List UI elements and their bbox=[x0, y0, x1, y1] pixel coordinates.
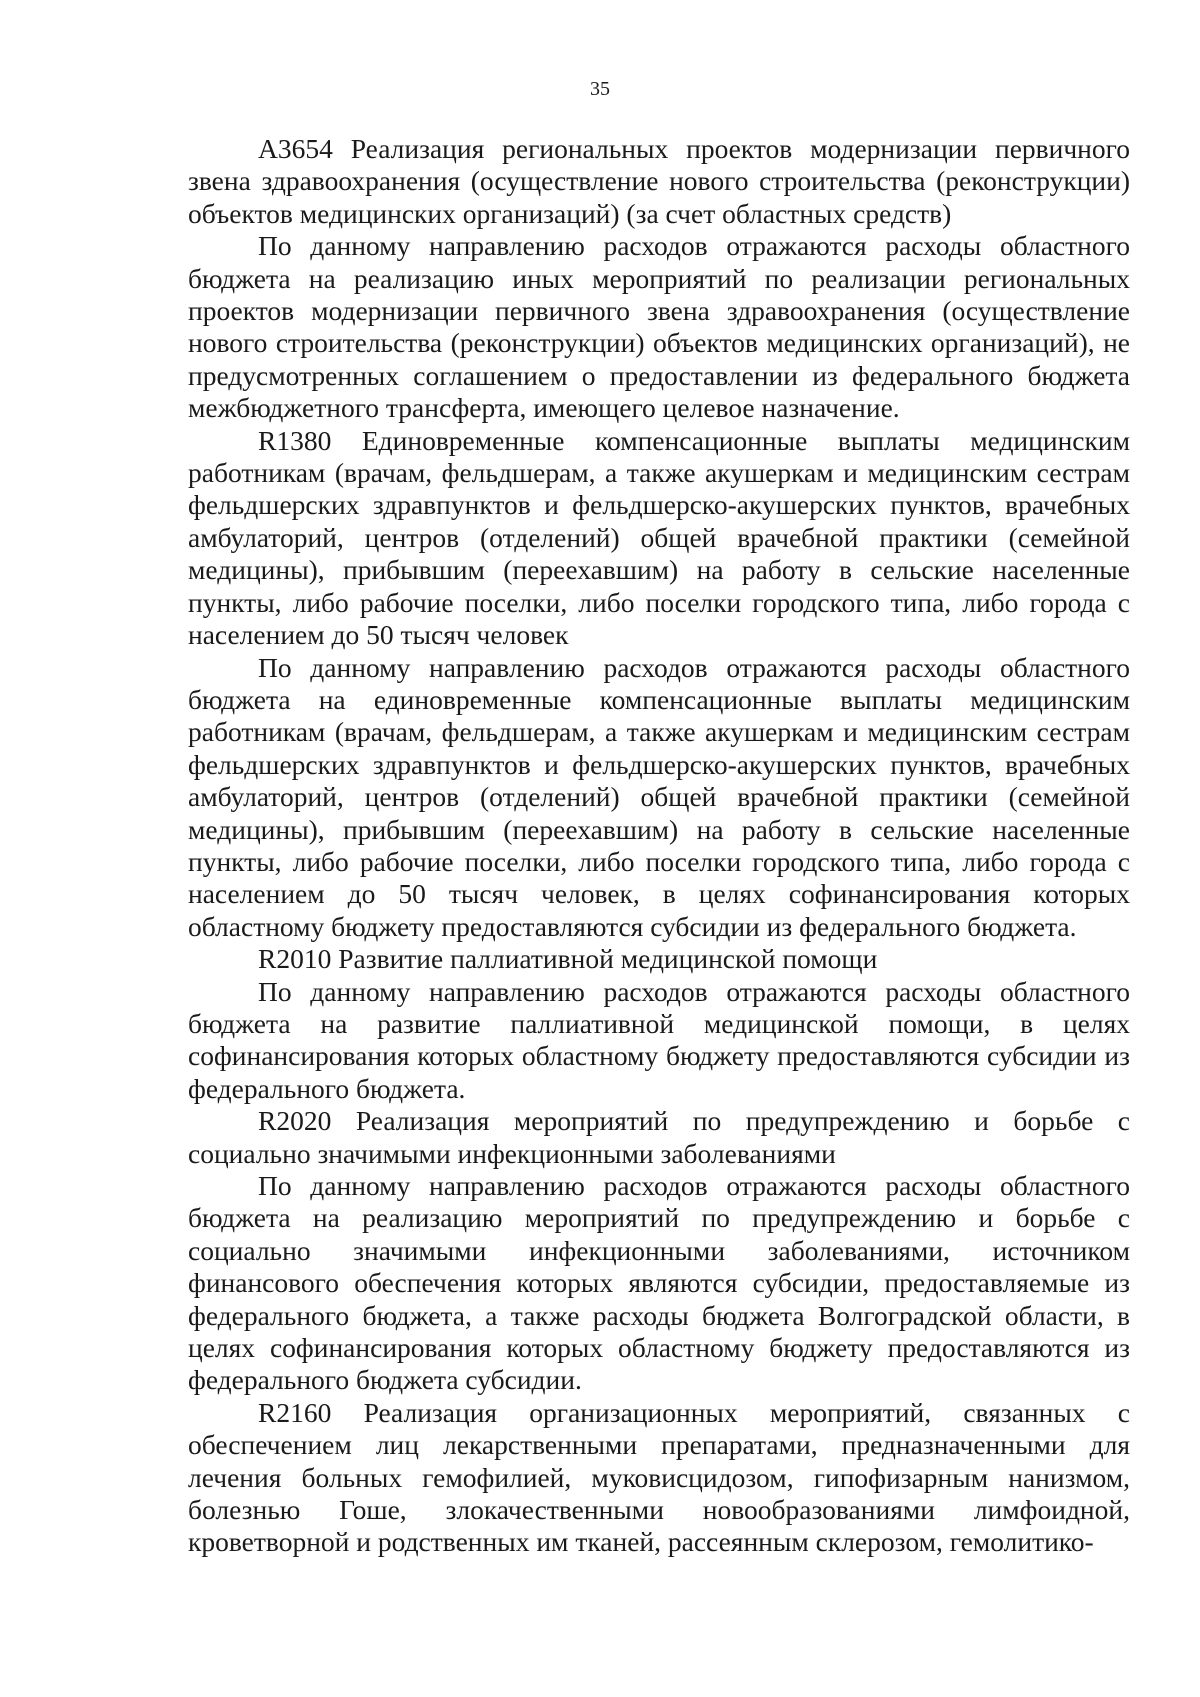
paragraph-r2020-description: По данному направлению расходов отражаются расходы областного бюджета на реализацию мероприятий по предупреждению и борьбе с социально значимыми инфекционными заболеваниями, источником финансового обеспечения которых являются субсидии, предоставляемые из федерального бюджета, а также расходы бюджета Волгоградской области, в целях софинансирования которых областному бюджету предоставляются из федерального бюджета субсидии. bbox=[188, 1170, 1130, 1396]
paragraph-r2160-heading: R2160 Реализация организационных мероприятий, связанных с обеспечением лиц лекарственными препаратами, предназначенными для лечения больных гемофилией, муковисцидозом, гипофизарным нанизмом, болезнью Гоше, злокачественными новообразованиями лимфоидной, кроветворной и родственных им тканей, рассеянным склерозом, гемолитико- bbox=[188, 1396, 1130, 1558]
paragraph-a3654-heading: А3654 Реализация региональных проектов модернизации первичного звена здравоохранения (осуществление нового строительства (реконструкции) объектов медицинских организаций) (за счет областных средств) bbox=[188, 133, 1130, 229]
paragraph-r2010-heading: R2010 Развитие паллиативной медицинской помощи bbox=[258, 943, 878, 975]
paragraph-r1380-heading: R1380 Единовременные компенсационные выплаты медицинским работникам (врачам, фельдшерам, а также акушеркам и медицинским сестрам фельдшерских здравпунктов и фельдшерско-акушерских пунктов, врачебных амбулаторий, центров (отделений) общей врачебной практики (семейной медицины), прибывшим (переехавшим) на работу в сельские населенные пункты, либо рабочие поселки, либо поселки городского типа, либо города с населением до 50 тысяч человек bbox=[188, 424, 1130, 651]
page-number: 35 bbox=[590, 78, 610, 100]
paragraph-r2010-description: По данному направлению расходов отражаются расходы областного бюджета на развитие паллиативной медицинской помощи, в целях софинансирования которых областному бюджету предоставляются субсидии из федерального бюджета. bbox=[188, 975, 1130, 1104]
paragraph-r2020-heading: R2020 Реализация мероприятий по предупреждению и борьбе с социально значимыми инфекционными заболеваниями bbox=[188, 1105, 1130, 1169]
paragraph-a3654-description: По данному направлению расходов отражаются расходы областного бюджета на реализацию иных мероприятий по реализации региональных проектов модернизации первичного звена здравоохранения (осуществление нового строительства (реконструкции) объектов медицинских организаций), не предусмотренных соглашением о предоставлении из федерального бюджета межбюджетного трансферта, имеющего целевое назначение. bbox=[188, 230, 1130, 424]
paragraph-r1380-description: По данному направлению расходов отражаются расходы областного бюджета на единовременные компенсационные выплаты медицинским работникам (врачам, фельдшерам, а также акушеркам и медицинским сестрам фельдшерских здравпунктов и фельдшерско-акушерских пунктов, врачебных амбулаторий, центров (отделений) общей врачебной практики (семейной медицины), прибывшим (переехавшим) на работу в сельские населенные пункты, либо рабочие поселки, либо поселки городского типа, либо города с населением до 50 тысяч человек, в целях софинансирования которых областному бюджету предоставляются субсидии из федерального бюджета. bbox=[188, 651, 1130, 942]
document-body bbox=[188, 133, 1130, 1559]
